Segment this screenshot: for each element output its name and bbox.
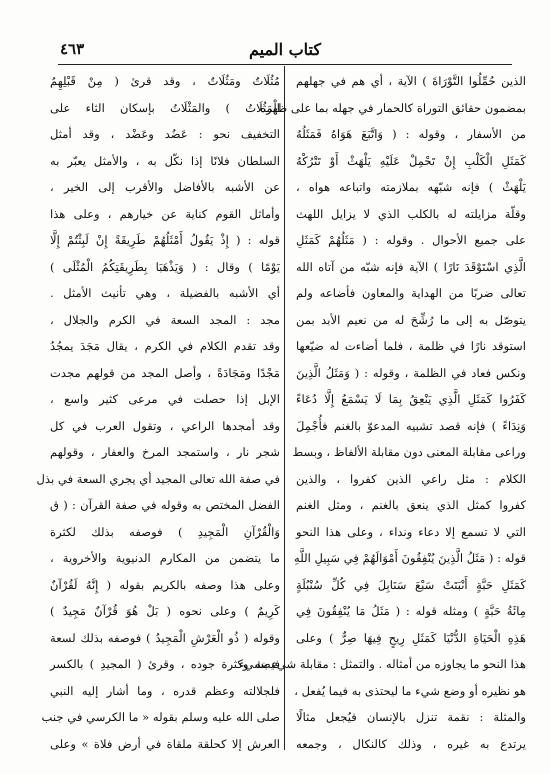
text-line: أي الأشبه بالفضيلة ، وهي تأنيث الأمثل .: [50, 286, 280, 300]
text-line: العرش إلا كحلقة ملقاة في أرض فلاة » وعلى: [50, 736, 280, 751]
text-line: كَفَرُوا كَمَثَلِ الَّذِي يَنْعِقُ بِمَا لَا يَسْمَعُ إِلَّا دُعَاءً: [296, 392, 526, 406]
text-line: كفروا كمثل الذي ينعق بالغنم ، ومثل الغنم: [296, 498, 526, 512]
text-line: وقد أمجدها الراعي ، وتقول العرب في كل: [50, 418, 280, 433]
text-line: مجد : المجد السعة في الكرم والجلال ،: [50, 312, 280, 327]
text-line: وأماثل القوم كناية عن خيارهم ، وعلى هذا: [50, 206, 280, 221]
text-line: السلطان فلانًا إذا نكّل به ، والأمثل يعبّر به: [50, 153, 280, 168]
text-line: بمضمون حقائق التوراة كالحمار في جهله بما على ظهره: [260, 100, 526, 115]
text-line: على جميع الأحوال . وقوله : ( مَثَلُهُمْ كَمَثَلِ: [296, 233, 526, 247]
text-line: والمثلة : نقمة تنزل بالإنسان فيُجعل مثالًا: [296, 710, 526, 724]
page-number: ٤٦٣: [60, 40, 85, 58]
text-line: شجر نار ، واستمجد المرخ والعفار ، وقولهم: [50, 445, 280, 459]
text-line: وَنِدَاءً ) فإنه قصد تشبيه المدعوّ بالغنم فأُجْمِلَ: [296, 418, 526, 433]
text-line: صلى الله عليه وسلم بقوله « ما الكرسي في جنب: [41, 710, 280, 724]
text-line: ما يتضمن من المكارم الدنيوية والأخروية ،: [50, 551, 280, 565]
left-column: [36, 68, 280, 758]
text-line: قوله : ( مَثَلُ الَّذِينَ يُنْفِقُونَ أَمْوَالَهُمْ فِي سَبِيلِ اللَّهِ: [294, 551, 526, 565]
text-line: تعالى ضربًا من الهداية والمعاون فأضاعه ولم: [296, 286, 526, 300]
text-line: يتوصّل به إلى ما رُشِّحَ له من نعيم الأبد بمن: [296, 312, 526, 327]
right-column: [238, 68, 526, 758]
text-line: التي لا تسمع إلا دعاء ونداء ، وعلى هذا النحو: [296, 524, 526, 539]
text-line: وقوله ( ذُو الْعَرْشِ الْمَجِيدُ ) فوصفه بذلك لسعة: [50, 630, 280, 645]
text-line: الكلام : مثل راعي الذين كفروا ، والذين: [296, 471, 526, 486]
text-line: الْمَثُلَاتُ ) والمَثْلَاتُ بإسكان الثاء على: [50, 100, 280, 115]
text-line: الَّذِي اسْتَوْقَدَ نَارًا ) الآية فإنه شبّه من آتاه الله: [296, 259, 526, 274]
text-line: كَمَثَلِ الْكَلْبِ إِنْ تَحْمِلْ عَلَيْهِ يَلْهَثْ أَوْ تَتْرُكْهُ: [296, 153, 526, 168]
running-title: كتاب الميم: [249, 39, 321, 59]
text-line: هذا النحو ما يجاوزه من أمثاله . والتمثل : مقابلة شيء بشيء: [238, 657, 526, 671]
text-line: وعلى هذا وصفه بالكريم بقوله ( إِنَّهُ لَقُرْآنٌ: [50, 577, 280, 592]
text-line: الإبل إذا حصلت في مرعى كثير واسع ،: [50, 392, 280, 406]
text-line: وَالْقُرْآنِ الْمَجِيدِ ) فوصفه بذلك لكثرة: [50, 524, 280, 539]
text-line: يرتدع به غيره ، وذلك كالنكال ، وجمعه: [296, 736, 526, 751]
column-divider: [284, 66, 285, 750]
text-line: من الأسفار ، وقوله : ( وَاتَّبَعَ هَوَاهُ فَمَثَلُهُ: [296, 127, 526, 141]
text-line: في صفة الله تعالى المجيد أي يجري السعة في بذل: [36, 471, 280, 486]
text-line: يَوْمًا ) وقال : ( وَيَذْهَبَا بِطَرِيقَتِكُمُ الْمُثْلَى ): [50, 259, 280, 274]
text-line: هو نظيره أو وضع شيء ما ليحتذى به فيما يُفعل ،: [294, 683, 526, 698]
text-line: عن الأشبه بالأفاضل والأقرب إلى الخير ،: [50, 180, 280, 194]
text-line: وقلّة مزايلته له بالكلب الذي لا يزايل اللهث: [296, 206, 526, 221]
text-line: وقد تقدم الكلام في الكرم ، يقال مَجَدَ يمجُدُ: [50, 339, 280, 353]
text-line: استوقد نارًا في ظلمة ، فلما أضاءت له ضيّعها: [296, 339, 526, 353]
text-line: فيضه وكثرة جوده ، وقرئ ( المجيدِ ) بالكسر: [50, 657, 280, 671]
text-line: مَجْدًا ومَجَادَةً ، وأصل المجد من قولهم مجدت: [50, 365, 280, 380]
text-line: يَلْهَثْ ) فإنه شبّهه بملازمته واتباعه هواه ،: [296, 180, 526, 194]
page-header: [60, 36, 510, 62]
text-line: مِائَةُ حَبَّةٍ ) ومثله قوله : ( مَثَلُ مَا يُنْفِقُونَ فِي: [296, 604, 526, 618]
header-rule: [58, 64, 512, 65]
text-line: قوله : ( إِذْ يَقُولُ أَمْثَلُهُمْ طَرِيقَةً إِنْ لَبِثْتُمْ إِلَّا: [50, 233, 280, 247]
text-line: كَمَثَلِ حَبَّةٍ أَنْبَتَتْ سَبْعَ سَنَابِلَ فِي كُلِّ سُنْبُلَةٍ: [296, 577, 526, 592]
text-line: الذين حُمِّلُوا التَّوْرَاةَ ) الآية ، أي هم في جهلهم: [296, 74, 526, 88]
text-line: فلجلالته وعظم قدره ، وما أشار إليه النبي: [50, 683, 280, 698]
text-line: مُثُلَاتٌ ومَثُلَاتٌ ، وقد قرئ ( مِنْ قَبْلِهِمُ: [50, 74, 280, 88]
text-line: الفضل المختص به وقوله في صفة القرآن : ( ق: [50, 498, 280, 512]
text-line: التخفيف نحو : عَضُد وعَضْد ، وقد أمثل: [50, 127, 280, 141]
text-line: كَرِيمٌ ) وعلى نحوه ( بَلْ هُوَ قُرْآنٌ مَجِيدٌ ): [50, 604, 280, 618]
text-line: وراعى مقابلة المعنى دون مقابلة الألفاظ ، وبسط: [292, 445, 526, 459]
text-line: هَذِهِ الْحَيَاةِ الدُّنْيَا كَمَثَلِ رِيحٍ فِيهَا صِرٌّ ) وعلى: [296, 630, 526, 645]
text-line: ونكس فعاد في الظلمة ، وقوله : ( وَمَثَلُ الَّذِينَ: [296, 365, 526, 380]
